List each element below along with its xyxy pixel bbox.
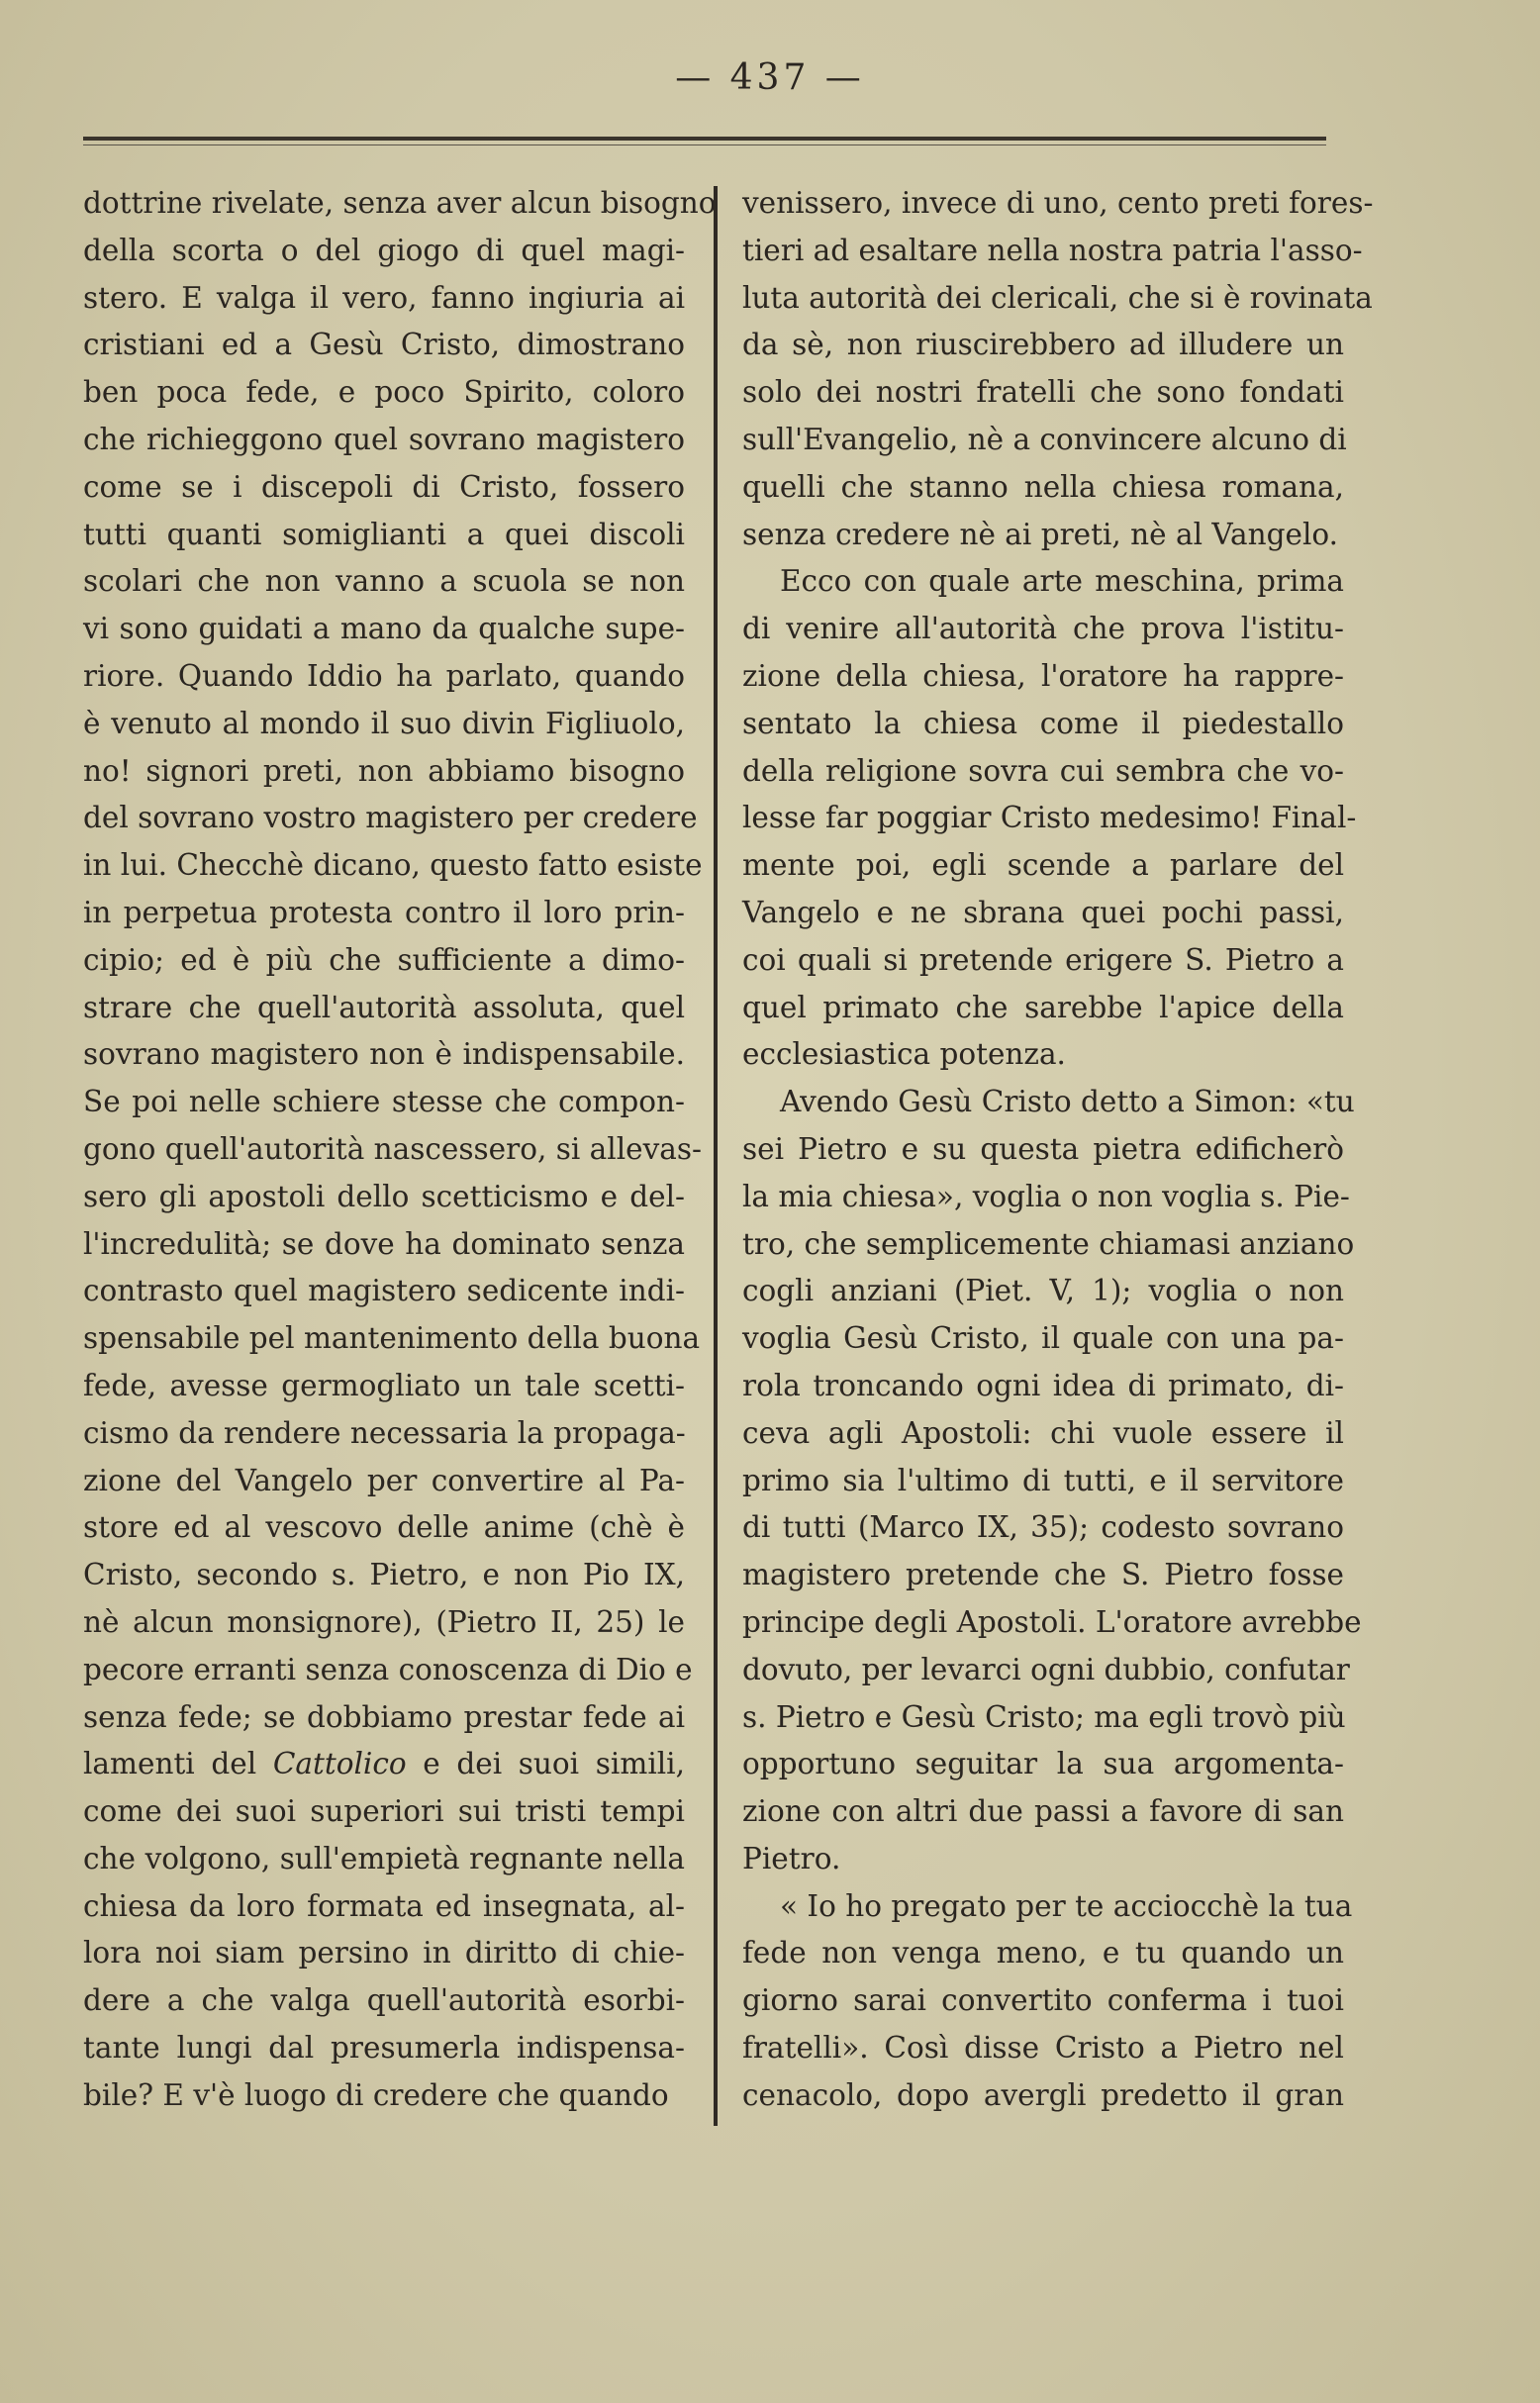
text-line: Pietro. <box>742 1841 841 1875</box>
text-line: quelli che stanno nella chiesa romana, <box>742 469 1344 504</box>
text-line: che richieggono quel sovrano magistero <box>83 422 685 456</box>
text-line: Vangelo e ne sbrana quei pochi passi, <box>742 895 1344 929</box>
text-line: coi quali si pretende erigere S. Pietro a <box>742 942 1344 977</box>
text-line: s. Pietro e Gesù Cristo; ma egli trovò più <box>742 1699 1346 1734</box>
text-line: della religione sovra cui sembra che vo- <box>742 753 1344 788</box>
text-line: ecclesiastica potenza. <box>742 1037 1066 1072</box>
text-line: cogli anziani (Piet. V, 1); voglia o non <box>742 1274 1344 1308</box>
text-line: chiesa da loro formata ed insegnata, al- <box>83 1888 685 1923</box>
text-line: quel primato che sarebbe l'apice della <box>742 990 1344 1024</box>
text-line: venissero, invece di uno, cento preti fores- <box>742 186 1374 220</box>
text-line: di venire all'autorità che prova l'istitu- <box>742 612 1344 646</box>
text-line: fratelli». Così disse Cristo a Pietro nel <box>742 2031 1344 2066</box>
text-line: cismo da rendere necessaria la propaga- <box>83 1415 686 1450</box>
text-line: cenacolo, dopo avergli predetto il gran <box>742 2077 1344 2112</box>
text-line: magistero pretende che S. Pietro fosse <box>742 1558 1344 1592</box>
text-line: tro, che semplicemente chiamasi anziano <box>742 1226 1355 1261</box>
text-line: dere a che valga quell'autorità esorbi- <box>83 1983 685 2018</box>
text-line: solo dei nostri fratelli che sono fondati <box>742 375 1344 410</box>
text-line: di tutti (Marco IX, 35); codesto sovrano <box>742 1510 1344 1545</box>
text-line: rola troncando ogni idea di primato, di- <box>742 1368 1344 1402</box>
text-line: tante lungi dal presumerla indispensa- <box>83 2031 685 2066</box>
text-line: l'incredulità; se dove ha dominato senza <box>83 1226 685 1261</box>
text-line: che volgono, sull'empietà regnante nella <box>83 1841 685 1875</box>
text-line: no! signori preti, non abbiamo bisogno <box>83 753 685 788</box>
text-line: cipio; ed è più che sufficiente a dimo- <box>83 942 685 977</box>
text-line: come dei suoi superiori sui tristi tempi <box>83 1794 685 1829</box>
text-line: spensabile pel mantenimento della buona <box>83 1321 701 1356</box>
left-column <box>83 180 717 2120</box>
text-line: opportuno seguitar la sua argomenta- <box>742 1747 1344 1781</box>
text-line: tutti quanti somiglianti a quei discoli <box>83 517 685 551</box>
text-line: pecore erranti senza conoscenza di Dio e <box>83 1652 693 1686</box>
text-line: sull'Evangelio, nè a convincere alcuno di <box>742 422 1347 456</box>
text-line: contrasto quel magistero sedicente indi- <box>83 1274 685 1308</box>
text-line: Cristo, secondo s. Pietro, e non Pio IX, <box>83 1558 685 1592</box>
text-line: bile? E v'è luogo di credere che quando <box>83 2077 669 2112</box>
text-line: principe degli Apostoli. L'oratore avrebbe <box>742 1604 1362 1639</box>
text-line: Ecco con quale arte meschina, prima <box>780 564 1344 599</box>
text-line: store ed al vescovo delle anime (chè è <box>83 1510 685 1545</box>
text-line: senza fede; se dobbiamo prestar fede ai <box>83 1699 685 1734</box>
page-number: — 437 — <box>675 57 865 98</box>
text-line: sovrano magistero non è indispensabile. <box>83 1037 685 1072</box>
text-line: della scorta o del giogo di quel magi- <box>83 233 685 267</box>
text-line: « Io ho pregato per te acciocchè la tua <box>780 1888 1353 1923</box>
right-column <box>742 180 1374 2120</box>
text-line: tieri ad esaltare nella nostra patria l'asso- <box>742 233 1363 267</box>
text-line: lesse far poggiar Cristo medesimo! Final- <box>742 801 1357 835</box>
header-rule <box>83 137 1326 141</box>
text-line: ceva agli Apostoli: chi vuole essere il <box>742 1415 1344 1450</box>
header-rule-thin <box>83 144 1326 145</box>
text-line: riore. Quando Iddio ha parlato, quando <box>83 658 685 693</box>
text-line: è venuto al mondo il suo divin Figliuolo, <box>83 706 685 740</box>
text-line: stero. E valga il vero, fanno ingiuria ai <box>83 280 685 315</box>
text-line: sentato la chiesa come il piedestallo <box>742 706 1344 740</box>
text-line: ben poca fede, e poco Spirito, coloro <box>83 375 685 410</box>
text-line: come se i discepoli di Cristo, fossero <box>83 469 685 504</box>
text-line: cristiani ed a Gesù Cristo, dimostrano <box>83 328 685 362</box>
text-line: lora noi siam persino in diritto di chie- <box>83 1936 685 1970</box>
text-line: dottrine rivelate, senza aver alcun bisogno <box>83 186 717 220</box>
text-line: vi sono guidati a mano da qualche supe- <box>83 612 685 646</box>
text-line: la mia chiesa», voglia o non voglia s. Pie- <box>742 1179 1350 1213</box>
text-line: gono quell'autorità nascessero, si allevas- <box>83 1131 702 1166</box>
text-line: zione del Vangelo per convertire al Pa- <box>83 1463 685 1497</box>
text-line: Se poi nelle schiere stesse che compon- <box>83 1085 685 1119</box>
text-line: nè alcun monsignore), (Pietro II, 25) le <box>83 1604 685 1639</box>
text-line: fede, avesse germogliato un tale scetti- <box>83 1368 685 1402</box>
text-line: voglia Gesù Cristo, il quale con una pa- <box>742 1321 1344 1356</box>
text-line: primo sia l'ultimo di tutti, e il servitore <box>742 1463 1344 1497</box>
text-line: senza credere nè ai preti, nè al Vangelo. <box>742 517 1338 551</box>
text-line: sero gli apostoli dello scetticismo e del- <box>83 1179 685 1213</box>
text-line: in lui. Checchè dicano, questo fatto esiste <box>83 848 703 883</box>
text-line: del sovrano vostro magistero per credere <box>83 801 698 835</box>
text-line: giorno sarai convertito conferma i tuoi <box>742 1983 1344 2018</box>
column-divider <box>714 186 718 2126</box>
text-line: zione della chiesa, l'oratore ha rappre- <box>742 658 1344 693</box>
text-line: fede non venga meno, e tu quando un <box>742 1936 1344 1970</box>
text-line: scolari che non vanno a scuola se non <box>83 564 685 599</box>
text-line: da sè, non riuscirebbero ad illudere un <box>742 328 1344 362</box>
text-line: strare che quell'autorità assoluta, quel <box>83 990 685 1024</box>
text-line: in perpetua protesta contro il loro prin- <box>83 895 685 929</box>
text-line: sei Pietro e su questa pietra edificherò <box>742 1131 1344 1166</box>
text-line: lamenti del Cattolico e dei suoi simili, <box>83 1747 685 1781</box>
text-line: zione con altri due passi a favore di san <box>742 1794 1344 1829</box>
text-line: luta autorità dei clericali, che si è rovinata <box>742 280 1373 315</box>
text-line: mente poi, egli scende a parlare del <box>742 848 1344 883</box>
text-line: Avendo Gesù Cristo detto a Simon: «tu <box>780 1085 1355 1119</box>
text-line: dovuto, per levarci ogni dubbio, confutar <box>742 1652 1350 1686</box>
